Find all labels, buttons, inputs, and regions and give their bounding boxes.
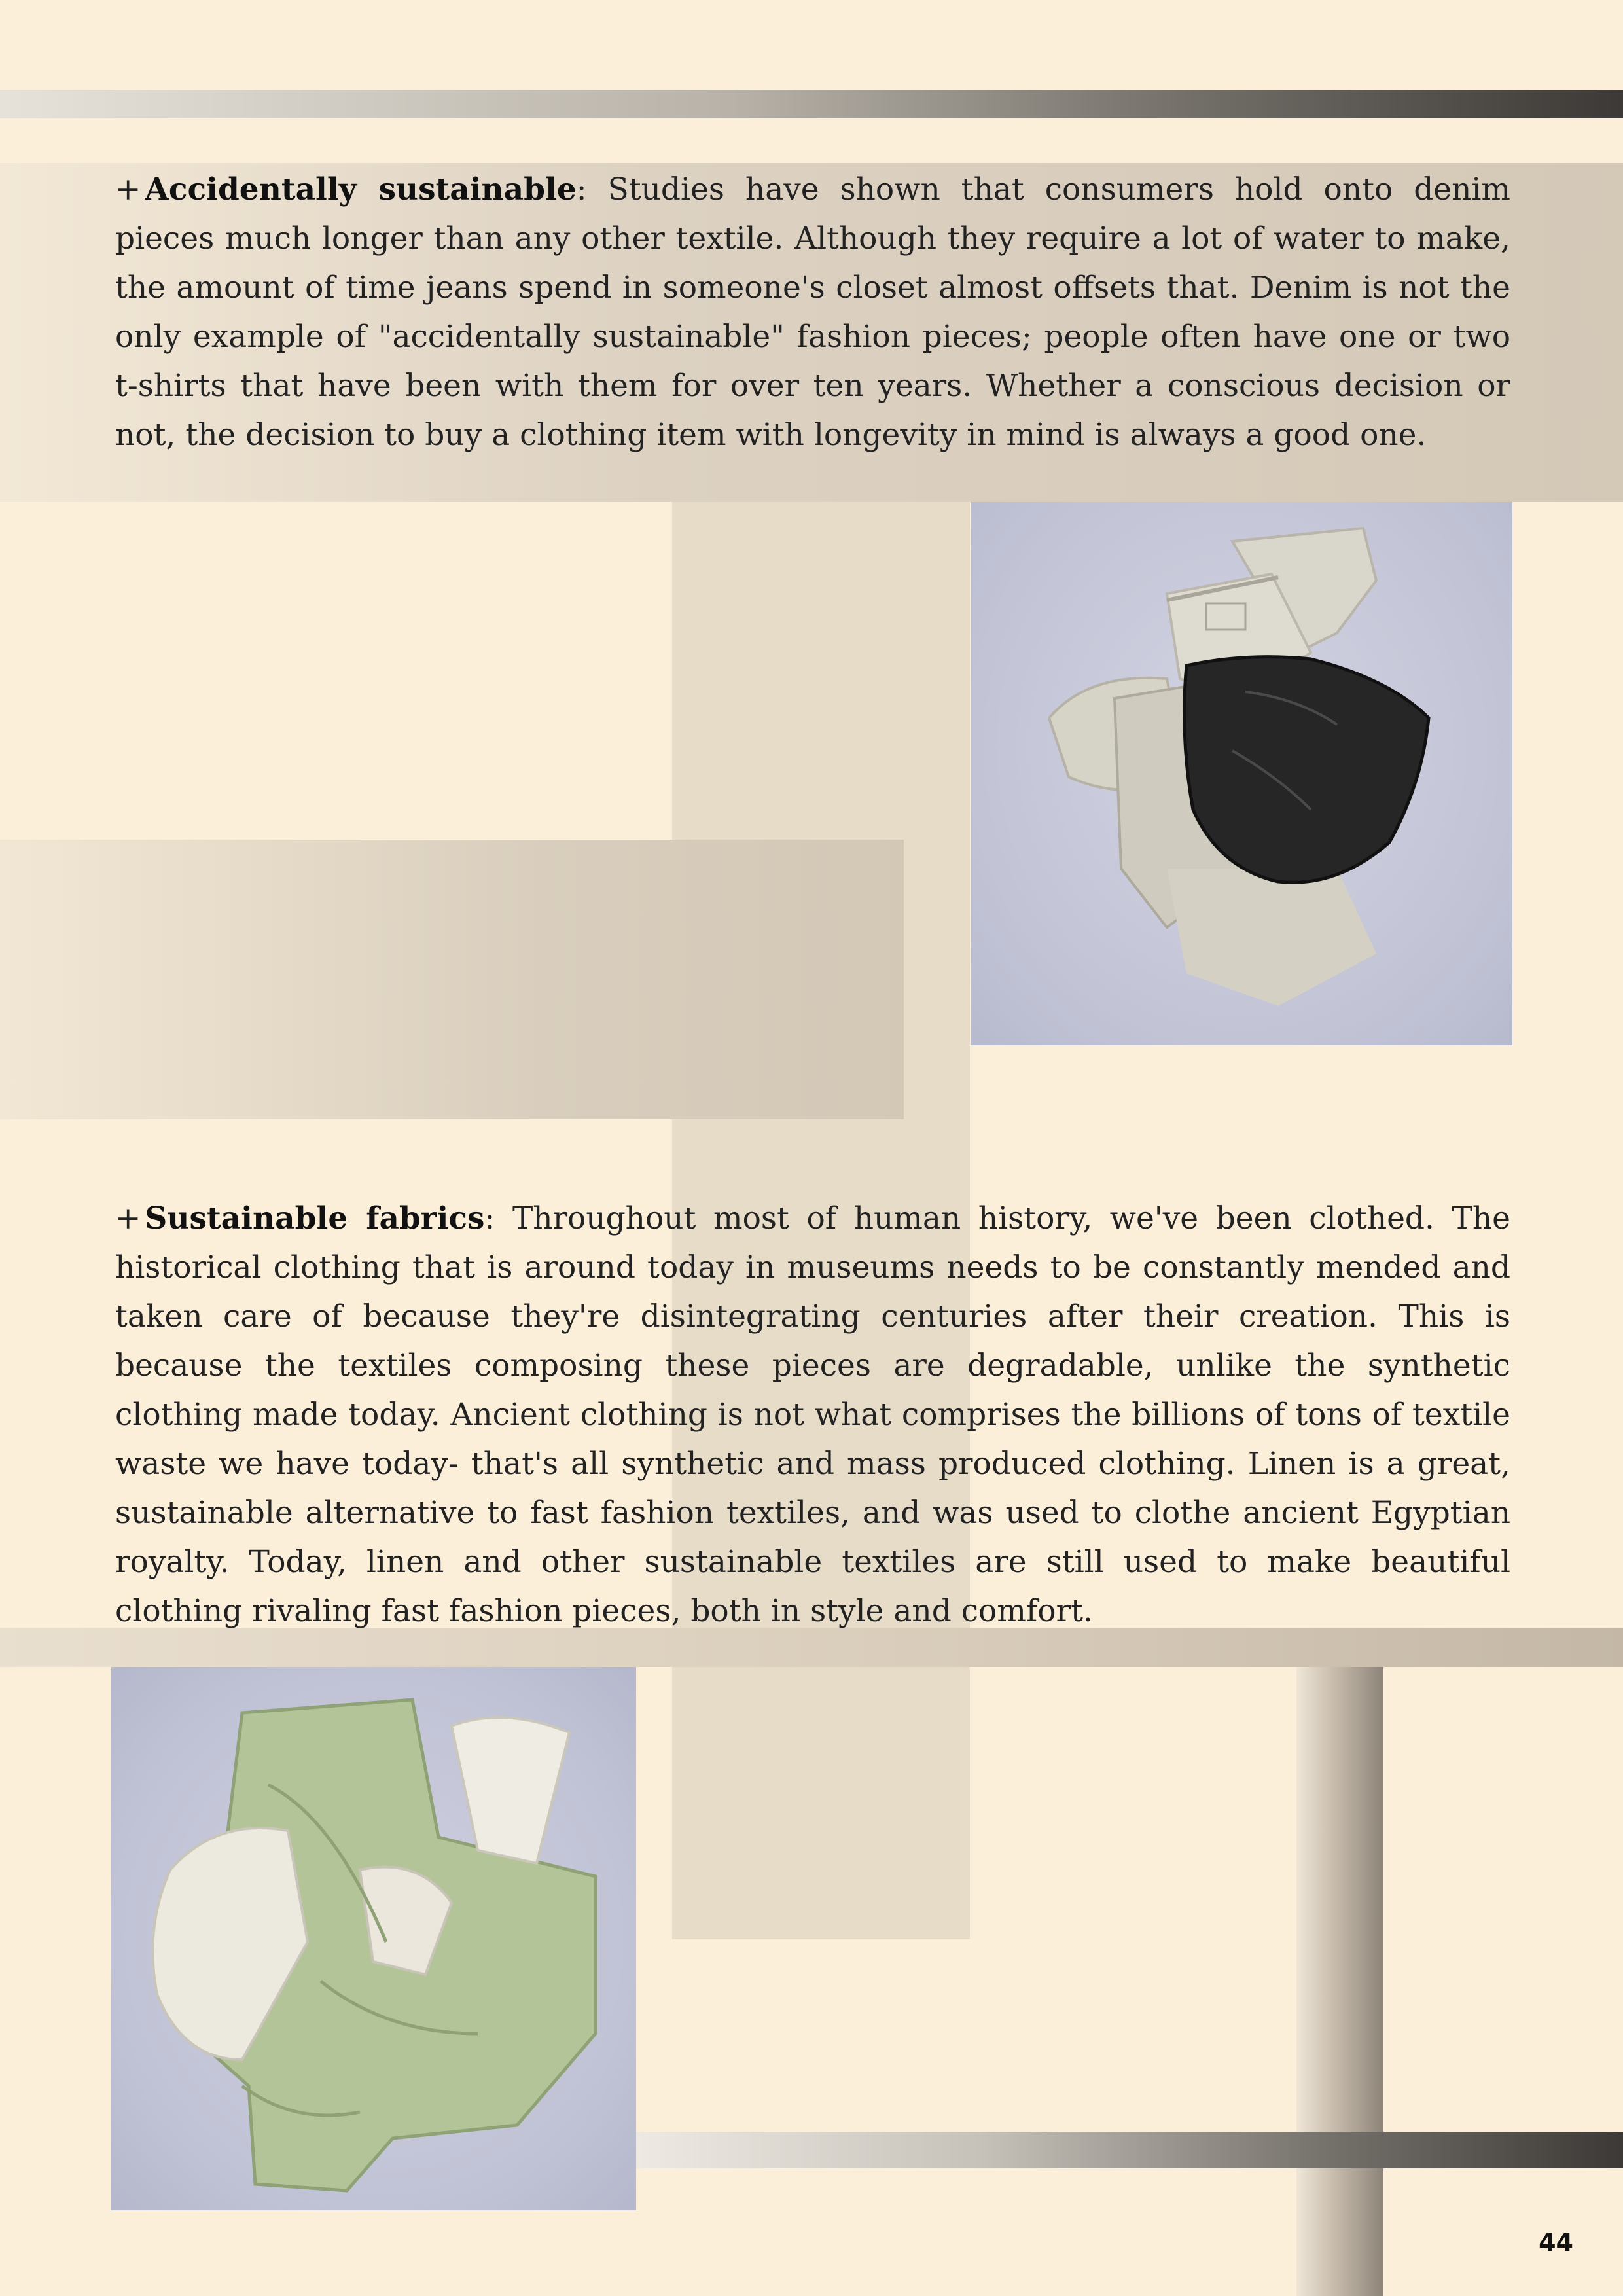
page-number: 44 — [1539, 2228, 1573, 2257]
heading-sustainable-fabrics: Sustainable fabrics — [145, 1200, 485, 1236]
jeans-illustration — [971, 502, 1512, 1045]
paragraph-accidentally-sustainable — [115, 165, 1510, 459]
linen-photo — [111, 1667, 636, 2210]
bullet-plus: + — [115, 171, 141, 207]
linen-illustration — [111, 1667, 636, 2210]
paragraph-sustainable-fabrics — [115, 1194, 1510, 1636]
left-block-accent — [0, 840, 904, 1119]
body-text: : Studies have shown that consumers hold onto denim pieces much longer than any other textile. Although they require a lot of water to make, the amount of time jeans spend in someone's closet almost offsets that. Denim is not the only example of "accidentally sustainable" fashion pieces; people often have one or two t-shirts that have been with them for over ten years. Whether a conscious decision or not, the decision to buy a clothing item with longevity in mind is always a good one. — [115, 171, 1510, 453]
body-text: : Throughout most of human history, we've been clothed. The historical clothing that is around today in museums needs to be constantly mended and taken care of because they're disintegrating centuries after their creation. This is because the textiles composing these pieces are degradable, unlike the synthetic clothing made today. Ancient clothing is not what comprises the billions of tons of textile waste we have today- that's all synthetic and mass produced clothing. Linen is a great, sustainable alternative to fast fashion textiles, and was used to clothe ancient Egyptian royalty. Today, linen and other sustainable textiles are still used to make beautiful clothing rivaling fast fashion pieces, both in style and comfort. — [115, 1200, 1510, 1629]
top-gradient-bar — [0, 90, 1623, 118]
heading-accidentally-sustainable: Accidentally sustainable — [145, 171, 577, 207]
bullet-plus: + — [115, 1200, 141, 1236]
bottom-gradient-bar — [635, 2132, 1623, 2168]
jeans-photo — [971, 502, 1512, 1045]
vertical-bar-accent — [1296, 1667, 1383, 2296]
